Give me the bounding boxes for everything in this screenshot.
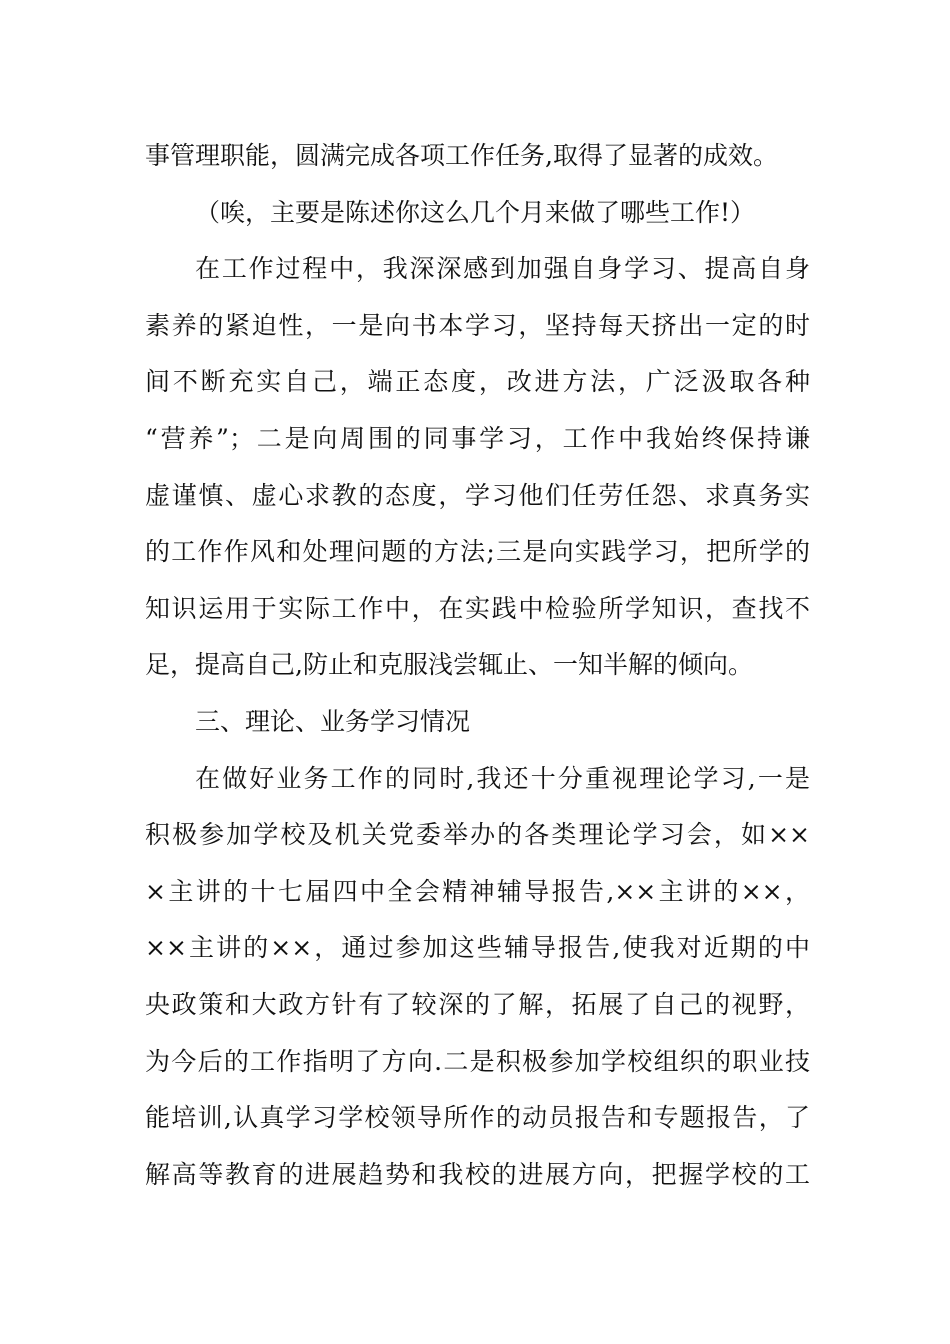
paragraph-line: “营养”；二是向周围的同事学习，工作中我始终保持谦 [145,423,810,453]
paragraph-line: 事管理职能，圆满完成各项工作任务,取得了显著的成效。 [145,141,778,170]
paragraph-line: 足，提高自己,防止和克服浅尝辄止、一知半解的倾向。 [145,650,753,680]
paragraph-line: ××主讲的××，通过参加这些辅导报告,使我对近期的中 [145,933,810,963]
paragraph-line: 虚谨慎、虚心求教的态度，学习他们任劳任怨、求真务实 [145,480,810,510]
paragraph-line: （唉，主要是陈述你这么几个月来做了哪些工作!） [195,197,756,227]
paragraph-line: 为今后的工作指明了方向.二是积极参加学校组织的职业技 [145,1046,810,1076]
paragraph-line: 素养的紧迫性，一是向书本学习，坚持每天挤出一定的时 [145,310,810,340]
paragraph-line: 的工作作风和处理问题的方法;三是向实践学习，把所学的 [145,537,810,567]
paragraph-line: 解高等教育的进展趋势和我校的进展方向，把握学校的工 [145,1159,810,1189]
document-body [145,128,810,1203]
paragraph-line: 间不断充实自己，端正态度，改进方法，广泛汲取各种 [145,367,810,397]
paragraph-line: 在做好业务工作的同时,我还十分重视理论学习,一是 [195,763,810,793]
paragraph-line: 在工作过程中，我深深感到加强自身学习、提高自身 [195,254,810,284]
paragraph-line: 积极参加学校及机关党委举办的各类理论学习会，如×× [145,820,810,850]
paragraph-line: 知识运用于实际工作中，在实践中检验所学知识，查找不 [145,593,810,623]
section-heading: 三、理论、业务学习情况 [195,706,471,736]
paragraph-line: 央政策和大政方针有了较深的了解，拓展了自己的视野， [145,989,810,1019]
paragraph-line: 能培训,认真学习学校领导所作的动员报告和专题报告，了 [145,1103,810,1133]
paragraph-line: ×主讲的十七届四中全会精神辅导报告,××主讲的××， [145,876,810,906]
